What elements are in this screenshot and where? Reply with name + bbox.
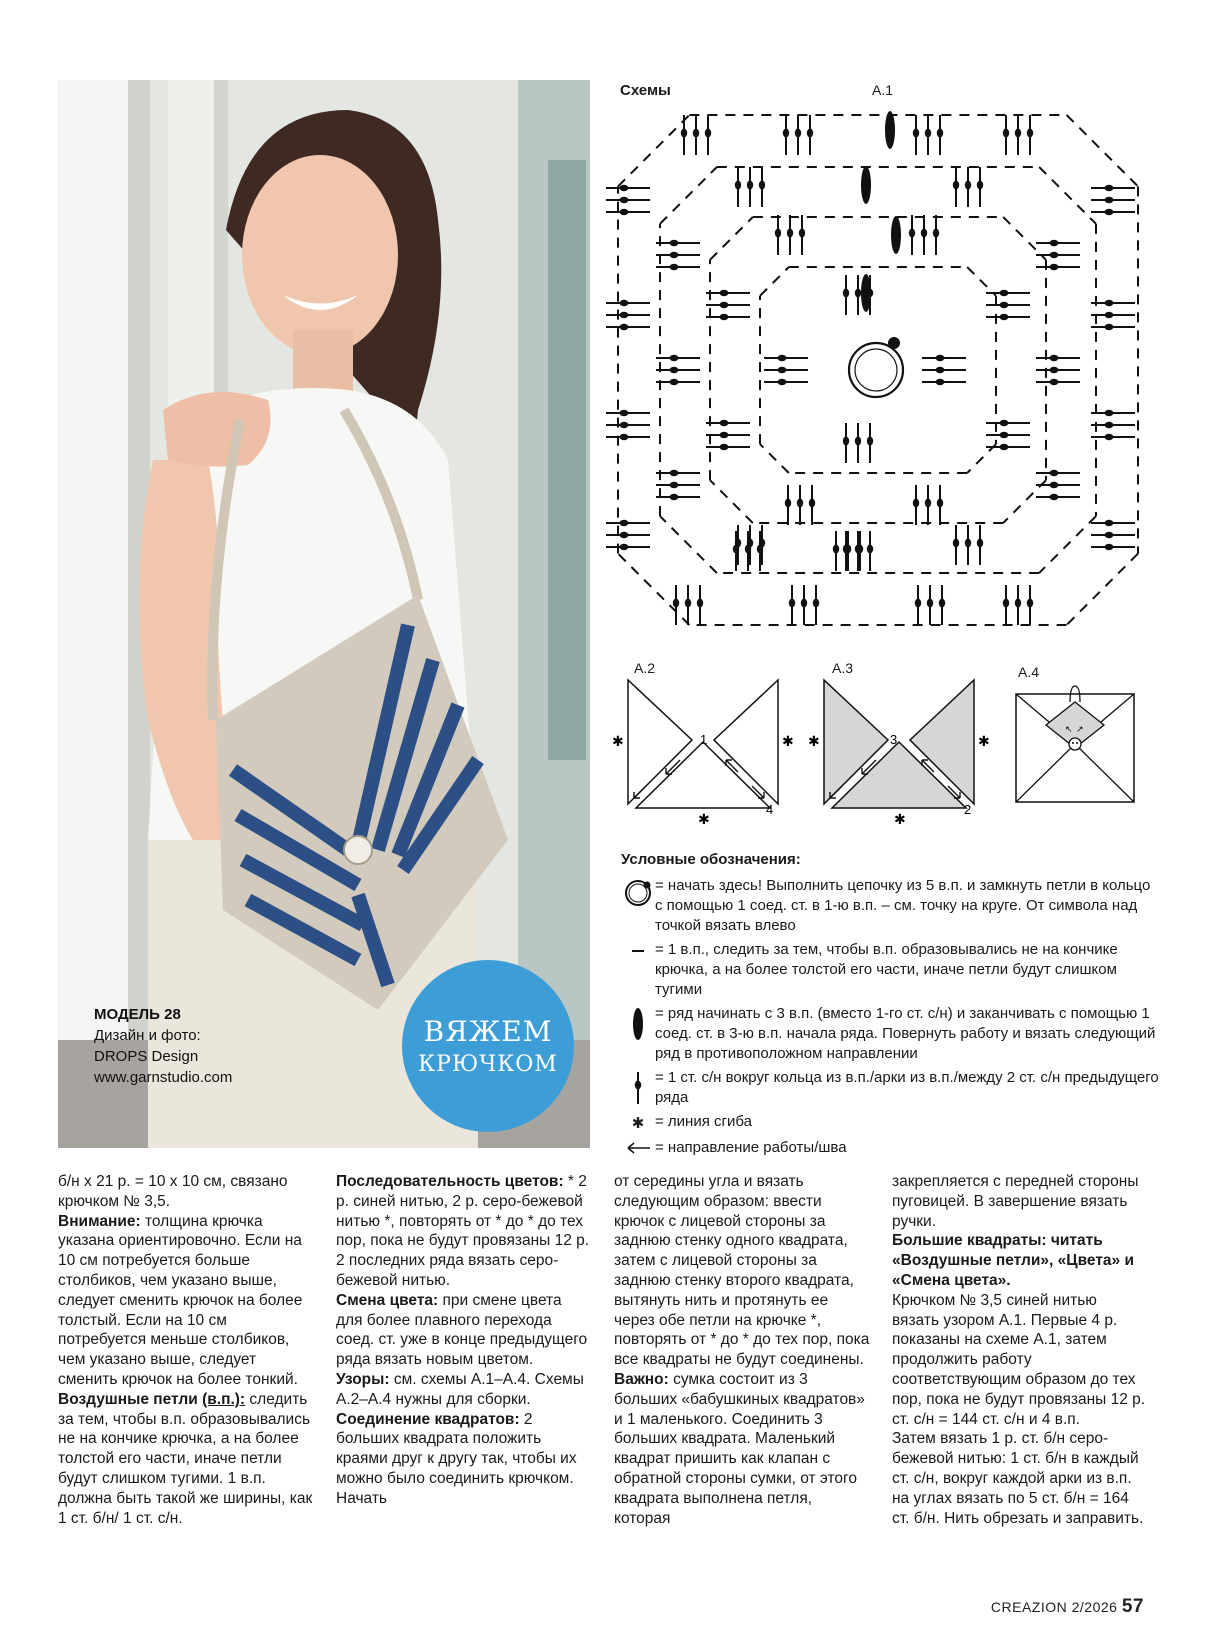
stitch-group-vertical (909, 215, 939, 255)
gauge-text: б/н х 21 р. = 10 х 10 см, связано крючком № 3,5. (58, 1173, 288, 1210)
button-text: закрепляется с передней стороны пуговицей. В завершение вязать ручки. (892, 1173, 1139, 1230)
color-sequence-heading: Последовательность цветов: (336, 1173, 564, 1190)
row-start-symbol (861, 166, 871, 204)
stitch-group-horizontal (656, 470, 700, 500)
chain-line (1067, 554, 1138, 625)
chain-line (1003, 217, 1046, 260)
patterns-text: см. схемы А.1–А.4. Схемы А.2–А.4 нужны для сборки. (336, 1370, 584, 1408)
stitch-group-horizontal (706, 290, 750, 320)
chain-line (1003, 480, 1046, 523)
legend-item (621, 1004, 1161, 1064)
magazine-issue: CREAZION 2/2026 (990, 1599, 1118, 1615)
chain-line (710, 217, 753, 260)
stitch-group-vertical (775, 215, 805, 255)
stitch-group-horizontal (764, 355, 808, 385)
schemes-title: Схемы (620, 82, 671, 99)
chart-a1 (618, 105, 1138, 645)
color-change-text: при смене цвета для более плавного перехода соед. ст. уже в конце предыдущего ряда вязать новым цветом. (336, 1291, 588, 1369)
legend-text: = 1 ст. с/н вокруг кольца из в.п./арки из в.п./между 2 ст. с/н предыдущего ряда (655, 1069, 1159, 1106)
stitch-group-horizontal (656, 240, 700, 270)
stitch-group-vertical (843, 423, 873, 463)
a4-arrow-left-icon: ↖ (1065, 724, 1073, 734)
stitch-group-horizontal (1036, 240, 1080, 270)
chart-a2-label: А.2 (634, 660, 656, 676)
legend (621, 850, 1161, 1162)
stitch-group-vertical (1003, 585, 1033, 625)
important-text: сумка состоит из 3 больших «бабушкиных квадратов» и 1 маленького. Соединить 3 больших квадрата. Маленький квадрат пришить как клапан с обратной стороны сумки, от этого квадрата выполнена петля, которая (614, 1370, 865, 1527)
a3-number-2: 2 (964, 802, 972, 817)
chart-a2 (614, 678, 794, 828)
direction-arrow-icon (625, 1140, 651, 1156)
important-heading: Важно: (614, 1370, 669, 1388)
legend-item (621, 940, 1161, 1000)
chain-abbrev: (в.п.): (202, 1390, 246, 1408)
joining-text-continued: от середины угла и вязать следующим образом: ввести крючок с лицевой стороны за заднюю стенку одного квадрата, затем с лицевой стороны за заднюю стенку второго квадрата, вытянуть нить и протянуть ее через обе петли на крючке *, повторять от * до * до тех пор, пока все квадраты не будут соединены. (614, 1173, 870, 1369)
stitch-group-horizontal (656, 355, 700, 385)
double-crochet-icon (631, 1070, 645, 1106)
legend-item (621, 1068, 1161, 1108)
stitch-group-vertical (915, 585, 945, 625)
color-change-heading: Смена цвета: (336, 1291, 439, 1309)
chart-a1-label: А.1 (872, 82, 894, 98)
a2-number-4: 4 (766, 802, 774, 817)
chain-line (660, 516, 717, 573)
stitch-group-horizontal (1091, 520, 1135, 550)
stitch-group-horizontal (606, 185, 650, 215)
fold-line-icon: ✱ (631, 1115, 645, 1132)
a2-fold-bottom-icon: ✱ (698, 811, 710, 827)
chain-line (760, 267, 789, 296)
row-start-icon (631, 1006, 645, 1042)
instruction-columns (58, 1172, 1148, 1528)
stitch-group-horizontal (1091, 410, 1135, 440)
row-start-symbol (891, 216, 901, 254)
chain-stitch-icon (628, 942, 648, 960)
chain-line (660, 167, 717, 224)
stitch-group-vertical (673, 585, 703, 625)
chart-a3 (810, 678, 990, 828)
a3-fold-left-icon: ✱ (808, 733, 820, 749)
stitch-group-vertical (735, 167, 765, 207)
chain-line (618, 115, 689, 186)
model-number: МОДЕЛЬ 28 (94, 1006, 181, 1023)
stitch-group-horizontal (922, 355, 966, 385)
chain-line (710, 480, 753, 523)
attention-heading: Внимание: (58, 1212, 141, 1230)
stitch-group-horizontal (1091, 300, 1135, 330)
stitch-group-vertical (785, 485, 815, 525)
magic-ring-icon (623, 878, 653, 908)
chain-line (1067, 115, 1138, 186)
stitch-group-horizontal (606, 410, 650, 440)
page-footer (991, 1596, 1144, 1618)
badge-line-1: ВЯЖЕМ (423, 1015, 553, 1048)
chain-line (967, 267, 996, 296)
column-2 (336, 1172, 592, 1528)
stitch-group-horizontal (1036, 470, 1080, 500)
stitch-group-vertical (953, 167, 983, 207)
column-3 (614, 1172, 870, 1528)
magic-ring-symbol (849, 343, 903, 397)
big-squares-text: Крючком № 3,5 синей нитью вязать узором А.1. Первые 4 р. показаны на схеме А.1, затем продолжить работу соответствующим образом до тех пор, пока не будут провязаны 12 р. ст. с/н = 144 ст. с/н и 4 в.п. (892, 1291, 1146, 1428)
legend-item (621, 1112, 1161, 1134)
a3-number-3: 3 (890, 732, 898, 747)
a2-number-1: 1 (700, 732, 708, 747)
a2-fold-left-icon: ✱ (612, 733, 624, 749)
badge-line-2: КРЮЧКОМ (418, 1052, 558, 1077)
legend-text: = начать здесь! Выполнить цепочку из 5 в.п. и замкнуть петли в кольцо с помощью 1 соед. ст. в 1-ю в.п. – см. точку на круге. От символа над точкой вязать влево (655, 877, 1151, 934)
a4-arrow-right-icon: ↗ (1076, 724, 1084, 734)
stitch-group-vertical (913, 115, 943, 155)
legend-text: = направление работы/шва (655, 1139, 847, 1156)
design-label: Дизайн и фото: (94, 1027, 201, 1044)
legend-title: Условные обозначения: (621, 851, 801, 868)
chart-a3-label: А.3 (832, 660, 854, 676)
designer-name: DROPS Design (94, 1048, 199, 1065)
chain-line (1039, 167, 1096, 224)
column-1 (58, 1172, 314, 1528)
chain-line (760, 444, 789, 473)
stitch-group-horizontal (986, 420, 1030, 450)
stitch-group-horizontal (606, 300, 650, 330)
chain-text: следить за тем, чтобы в.п. образовывались не на кончике крючка, а на более толстой его части, иначе петли будут слишком тугими. 1 в.п. должна быть такой же ширины, как 1 ст. б/н/ 1 ст. с/н. (58, 1390, 313, 1527)
stitch-group-horizontal (1091, 185, 1135, 215)
chain-line (618, 554, 689, 625)
website-link[interactable]: www.garnstudio.com (94, 1069, 233, 1086)
chart-a4 (1014, 680, 1138, 806)
joining-heading: Соединение квадратов: (336, 1410, 520, 1428)
attention-text: толщина крючка указана ориентировочно. Если на 10 см потребуется больше столбиков, чем указано выше, следует сменить крючок на более толстый. Если на 10 см потребуется меньше столбиков, чем указано выше, следует сменить крючок на более тонкий. (58, 1212, 303, 1388)
stitch-group-vertical (783, 115, 813, 155)
crochet-badge (402, 960, 574, 1132)
legend-text: = линия сгиба (655, 1113, 752, 1130)
chain-line (1039, 516, 1096, 573)
stitch-group-vertical (1003, 115, 1033, 155)
patterns-heading: Узоры: (336, 1370, 390, 1388)
row-start-symbol (885, 111, 895, 149)
big-squares-heading: Большие квадраты: читать «Воздушные петли», «Цвета» и «Смена цвета». (892, 1232, 1134, 1289)
stitch-group-horizontal (706, 420, 750, 450)
chain-line (967, 444, 996, 473)
row-start-symbol (861, 274, 871, 312)
stitch-group-horizontal (606, 520, 650, 550)
finishing-text: Затем вязать 1 р. ст. б/н серо-бежевой нитью: 1 ст. б/н в каждый ст. с/н, вокруг каждой арки из в.п. на углах вязать по 5 ст. б/н = 164 ст. б/н. Нить обрезать и заправить. (892, 1430, 1144, 1527)
stitch-group-vertical (913, 485, 943, 525)
chart-a4-label: А.4 (1018, 664, 1040, 680)
page-number: 57 (1121, 1596, 1144, 1617)
stitch-group-vertical (789, 585, 819, 625)
color-sequence-text: * 2 р. синей нитью, 2 р. серо-бежевой нитью *, повторять от * до * до тех пор, пока не будут провязаны 12 р. 2 последних ряда вязать серо-бежевой нитью. (336, 1173, 590, 1289)
chain-heading: Воздушные петли (58, 1390, 198, 1408)
a3-fold-right-icon: ✱ (978, 733, 990, 749)
legend-item (621, 1138, 1161, 1158)
stitch-group-vertical (681, 115, 711, 155)
column-4 (892, 1172, 1148, 1528)
legend-item (621, 876, 1161, 936)
stitch-group-horizontal (1036, 355, 1080, 385)
a3-fold-bottom-icon: ✱ (894, 811, 906, 827)
legend-text: = ряд начинать с 3 в.п. (вместо 1-го ст. с/н) и заканчивать с помощью 1 соед. ст. в 3-ю в.п. начала ряда. Повернуть работу и вязать следующий ряд в противоположном направлении (655, 1005, 1156, 1062)
joining-text: 2 больших квадрата положить краями друг к другу так, чтобы их можно было соединить крючком. Начать (336, 1410, 577, 1507)
legend-text: = 1 в.п., следить за тем, чтобы в.п. образовывались не на кончике крючка, а на более толстой его части, иначе петли будут слишком тугими (655, 941, 1118, 998)
stitch-group-vertical (953, 525, 983, 565)
stitch-group-horizontal (986, 290, 1030, 320)
a2-fold-right-icon: ✱ (782, 733, 794, 749)
photo-caption (94, 1004, 232, 1088)
